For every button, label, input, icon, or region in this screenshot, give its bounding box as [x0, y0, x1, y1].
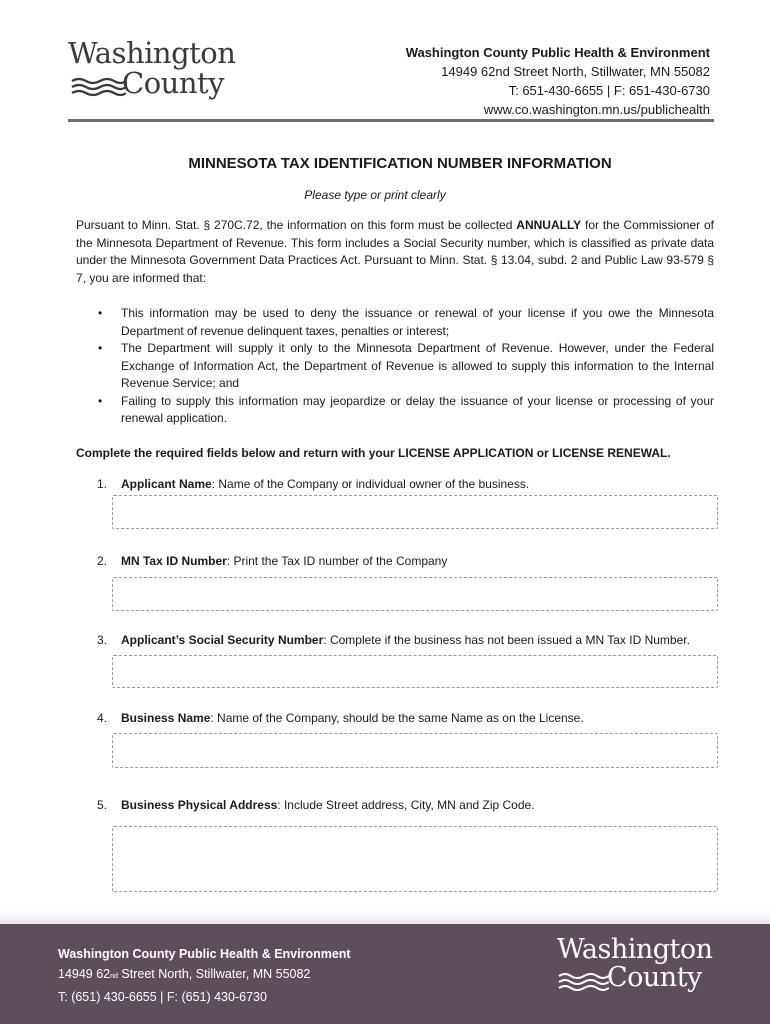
field-number: 1.	[97, 477, 108, 491]
footer-address-rest: Street North, Stillwater, MN 55082	[117, 967, 311, 981]
list-item-text: The Department will supply it only to the Minnesota Department of Revenue. However, under the Federal Exchange of Information Act, the Department of Revenue is allowed to supply this information to the Internal Revenue Service; and	[121, 341, 714, 390]
washington-county-logo	[66, 36, 236, 106]
bullet-icon: •	[98, 393, 103, 408]
list-item	[96, 393, 714, 428]
field-label-business-name	[97, 711, 584, 725]
field-description: : Name of the Company, should be the same Name as on the License.	[210, 711, 584, 725]
field-number: 3.	[97, 633, 108, 647]
field-description: : Complete if the business has not been issued a MN Tax ID Number.	[323, 633, 690, 647]
notice-list	[96, 305, 714, 428]
mn-tax-id-field[interactable]	[112, 577, 718, 611]
footer-address-suffix: nd	[110, 973, 118, 980]
field-label-mn-tax-id	[97, 554, 447, 568]
ssn-field[interactable]	[112, 655, 718, 688]
header-divider	[68, 119, 714, 122]
field-number: 4.	[97, 711, 108, 725]
footer-washington-county-logo	[555, 932, 715, 1002]
bullet-icon: •	[98, 341, 103, 355]
field-label-bold: Applicant’s Social Security Number	[121, 633, 324, 647]
field-label-business-address	[97, 798, 535, 812]
form-title: MINNESOTA TAX IDENTIFICATION NUMBER INFORMATION	[188, 155, 612, 172]
logo-text-line2: County	[122, 66, 225, 100]
header-address: 14949 62nd Street North, Stillwater, MN 55082	[441, 64, 710, 79]
logo-text-line1: Washington	[68, 36, 236, 70]
intro-text-2: for the Commissioner of the Minnesota Department of Revenue. This form includes a Social Security number, which is classified as private data under the Minnesota Government Data Practices Act. Pursuant to Minn. Stat. § 13.04, subd. 2 and Public Law 93-579 § 7, you are informed that:	[76, 218, 715, 285]
field-label-bold: MN Tax ID Number	[121, 554, 227, 568]
field-number: 5.	[97, 798, 108, 812]
field-description: : Include Street address, City, MN and Zip Code.	[277, 798, 535, 812]
instruction-text: Complete the required fields below and return with your LICENSE APPLICATION or LICENSE RENEWAL.	[76, 446, 671, 460]
applicant-name-field[interactable]	[112, 495, 718, 529]
footer-divider	[0, 910, 770, 924]
footer-phone-fax: T: (651) 430-6655 | F: (651) 430-6730	[58, 990, 267, 1004]
list-item-text: This information may be used to deny the issuance or renewal of your license if you owe the Minnesota Department of revenue delinquent taxes, penalties or interest;	[121, 306, 714, 338]
field-label-bold: Business Name	[121, 711, 211, 725]
field-label-ssn	[97, 633, 690, 647]
header-org-name: Washington County Public Health & Environment	[405, 45, 710, 60]
footer-contact	[58, 944, 351, 1007]
field-label-applicant-name	[97, 477, 529, 491]
waves-icon	[70, 76, 126, 98]
footer-logo-text-line2: County	[607, 962, 702, 993]
header-website[interactable]: www.co.washington.mn.us/publichealth	[483, 102, 710, 117]
footer-waves-icon	[557, 972, 609, 992]
form-subtitle: Please type or print clearly	[304, 188, 446, 202]
bullet-icon: •	[98, 306, 103, 320]
field-description: : Print the Tax ID number of the Company	[226, 554, 448, 568]
list-item	[96, 305, 714, 340]
footer-address	[58, 964, 351, 987]
list-item-text: Failing to supply this information may jeopardize or delay the issuance of your license or processing of your renewal application.	[121, 393, 714, 425]
field-label-bold: Applicant Name	[121, 477, 212, 491]
footer-org-name: Washington County Public Health & Environment	[58, 947, 351, 961]
header-phone-fax: T: 651-430-6655 | F: 651-430-6730	[508, 83, 710, 98]
field-number: 2.	[97, 554, 108, 568]
intro-emphasis: ANNUALLY	[516, 218, 582, 232]
footer	[0, 924, 770, 1024]
business-address-field[interactable]	[112, 826, 718, 892]
list-item	[96, 340, 714, 393]
intro-paragraph	[76, 217, 714, 287]
business-name-field[interactable]	[112, 733, 718, 768]
header-contact	[406, 43, 710, 119]
footer-logo-text-line1: Washington	[557, 934, 713, 965]
field-label-bold: Business Physical Address	[121, 798, 278, 812]
footer-address-num: 14949 62	[58, 967, 111, 981]
field-description: : Name of the Company or individual owner of the business.	[211, 477, 530, 491]
intro-text-1: Pursuant to Minn. Stat. § 270C.72, the information on this form must be collected	[76, 218, 517, 232]
